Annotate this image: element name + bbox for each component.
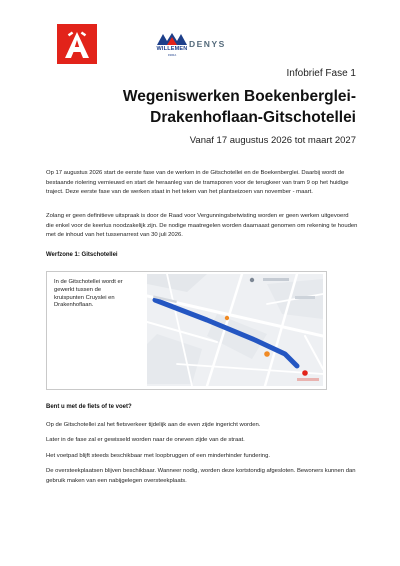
poi-orange-small-icon [225, 316, 229, 320]
poi-grey-icon [250, 278, 254, 282]
fiets-heading: Bent u met de fiets of te voet? [46, 404, 132, 410]
city-logo [57, 24, 97, 64]
fiets-item: Het voetpad blijft steeds beschikbaar met loopbruggen of een minderhinder fundering. [46, 453, 270, 459]
poi-red-label-placeholder [297, 378, 319, 381]
map-label-placeholder [295, 296, 315, 299]
poi-orange-icon [264, 351, 270, 357]
fiets-item: De oversteekplaatsen blijven beschikbaar. Wanneer nodig, worden deze kortstondig afgesloten. Bewoners kunnen dan gebruik maken van een nabijgelegen oversteekplaats. [46, 468, 356, 484]
willemen-wordmark: WILLEMEN [156, 46, 188, 52]
willemen-sub: INFRA [167, 53, 177, 57]
werfzone-map [147, 274, 323, 386]
map-caption: In de Gitschotellei wordt er gewerkt tussen de kruispunten Cruyslei en Drakenhoflaan. [54, 279, 123, 309]
fiets-item: Op de Gitschotellei zal het fietsverkeer tijdelijk aan de even zijde ingericht worden. [46, 422, 261, 428]
willemen-logo [153, 31, 191, 61]
willemen-mark-icon [153, 31, 191, 46]
title-line-1: Wegeniswerken Boekenberglei- [122, 88, 356, 105]
city-logo-icon [57, 24, 97, 64]
werfzone-map-box [46, 271, 327, 390]
poi-label-placeholder [263, 278, 289, 281]
ruling-paragraph: Zolang er geen definitieve uitspraak is door de Raad voor Vergunningsbetwisting worden er geen werken uitgevoerd die enkel voor de keerlus noodzakelijk zijn. De nodige maatregelen worden daarnaast genomen om rekening te houden met de inhoud van het tussenarrest van 30 juli 2026. [46, 213, 358, 239]
document-subtitle: Vanaf 17 augustus 2026 tot maart 2027 [189, 135, 356, 146]
fiets-item: Later in de fase zal er gewisseld worden naar de oneven zijde van de straat. [46, 437, 245, 443]
werfzone-heading: Werfzone 1: Gitschotellei [46, 252, 118, 258]
document-title [56, 86, 356, 128]
poi-red-pin-icon [302, 370, 308, 376]
document-kicker: Infobrief Fase 1 [286, 68, 356, 79]
intro-paragraph: Op 17 augustus 2026 start de eerste fase van de werken in de Gitschotellei en de Boekenberglei. Daarbij wordt de bestaande riolering vernieuwd en start de heraanleg van de tramsporen voor de terugkeer van tram 9 op het huidige traject. Deze eerste fase van de werken staat in het teken van het plantseizoen van november - maart. [46, 170, 349, 196]
title-line-2: Drakenhoflaan-Gitschotellei [150, 109, 356, 126]
denys-logo: DENYS [189, 39, 226, 49]
